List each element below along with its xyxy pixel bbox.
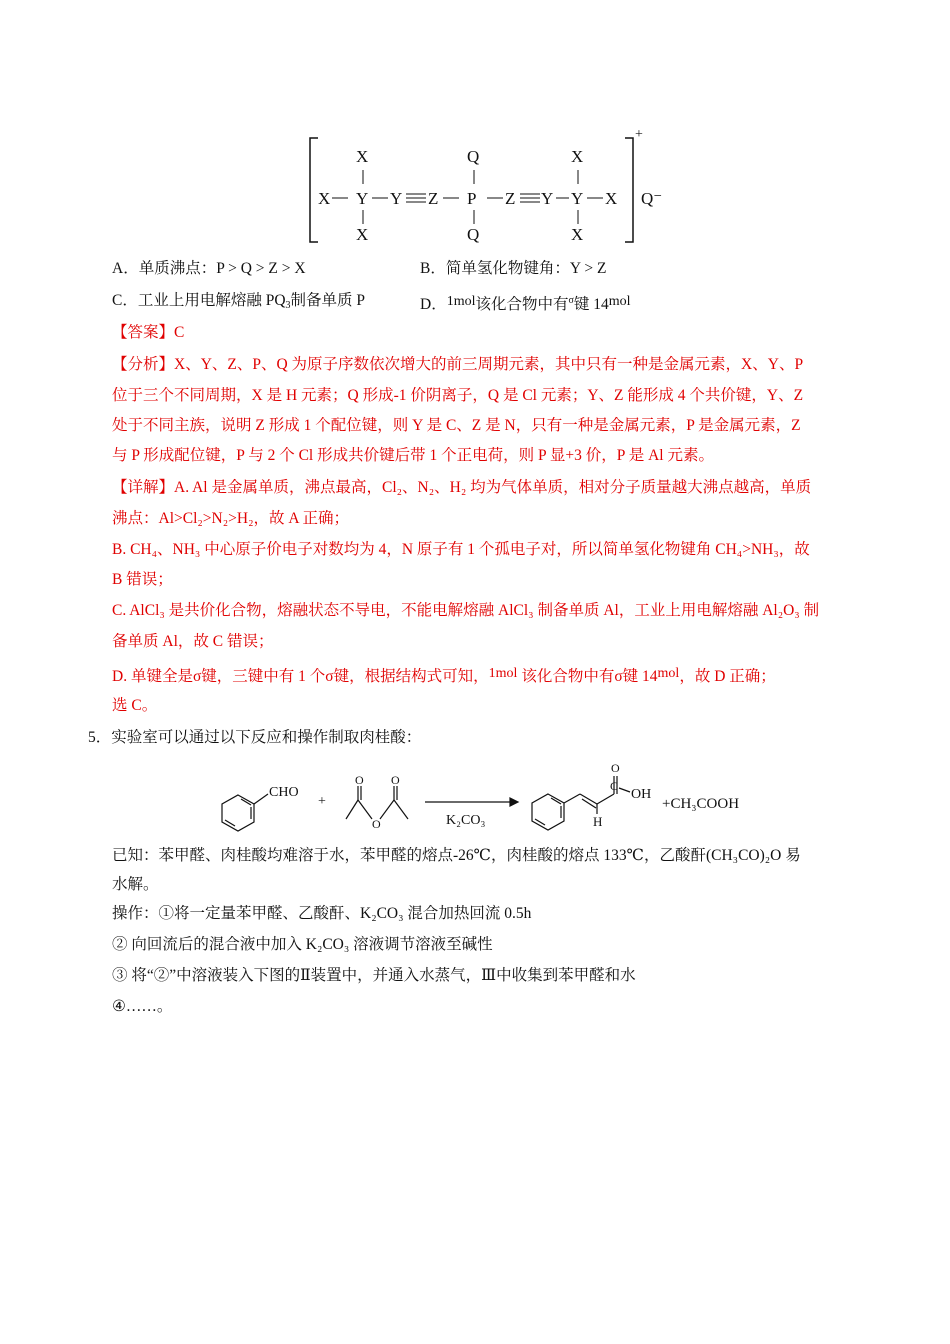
detail-a-line-1: 【详解】A. Al 是金属单质，沸点最高，Cl₂、N₂、H₂ 均为气体单质，相对分子质量越大沸点越高，单质 [112,479,812,496]
anhydride-o2: O [391,773,400,787]
known-line-2: 水解。 [112,876,159,893]
svg-text:Z: Z [428,189,439,208]
cho-label: CHO [269,785,299,800]
known-line-1: 已知：苯甲醛、肉桂酸均难溶于水，苯甲醛的熔点-26℃，肉桂酸的熔点 133℃，乙酸酐(CH₃CO)₂O 易 [112,847,801,864]
svg-text:X: X [605,189,618,208]
detail-d-line-1: D. 单键全是σ键，三键中有 1 个σ键，根据结构式可知，1mol 该化合物中有σ键 14mol，故 D 正确； [112,666,776,685]
catalyst-label: K₂CO₃ [446,813,486,828]
svg-text:Q: Q [467,147,480,166]
operation-4: ④……。 [112,998,173,1015]
answer-line: 【答案】C [112,324,185,341]
option-b: B．简单氢化物键角：Y > Z [420,260,607,277]
analysis-line-1: 【分析】X、Y、Z、P、Q 为原子序数依次增大的前三周期元素，其中只有一种是金属元素，X、Y、P [112,356,804,373]
detail-b-line-2: B 错误； [112,571,173,588]
plus-sign: + [318,794,326,809]
structural-formula [0,0,950,260]
operation-1: 操作：①将一定量苯甲醛、乙酸酐、K₂CO₃ 混合加热回流 0.5h [112,905,532,922]
detail-c-line-2: 备单质 Al，故 C 错误； [112,633,274,650]
operation-3: ③ 将“②”中溶液装入下图的Ⅱ装置中，并通入水蒸气，Ⅲ中收集到苯甲醛和水 [112,967,636,984]
svg-text:Z: Z [505,189,516,208]
carbonyl-o-label: O [611,761,620,775]
carbon-label: C [610,779,619,793]
svg-text:Q: Q [467,225,480,244]
h-label: H [593,814,603,829]
svg-text:Y: Y [390,189,403,208]
svg-text:Y: Y [541,189,554,208]
option-c: C．工业上用电解熔融 $PQ_3$制备单质 P D．1mol该化合物中有$^\sigma$键 14mol [112,292,631,313]
counter-ion-label: Q⁻ [641,189,663,208]
question-5-stem: 5．实验室可以通过以下反应和操作制取肉桂酸： [88,729,422,746]
svg-text:Y: Y [571,189,584,208]
detail-a-line-2: 沸点：Al>Cl₂>N₂>H₂，故 A 正确； [112,510,350,527]
charge-label: + [635,127,643,142]
analysis-line-3: 处于不同主族，说明 Z 形成 1 个配位键，则 Y 是 C、Z 是 N，只有一种是金属元素，P 是金属元素，Z [112,417,801,434]
detail-c-line-1: C. AlCl₃ 是共价化合物，熔融状态不导电，不能电解熔融 AlCl₃ 制备单质 Al，工业上用电解熔融 Al₂O₃ 制 [112,602,820,619]
svg-text:Y: Y [356,189,369,208]
reaction-scheme [0,752,950,842]
oh-label: OH [631,787,652,802]
detail-b-line-1: B. CH₄、NH₃ 中心原子价电子对数均为 4，N 原子有 1 个孤电子对，所以简单氢化物键角 CH₄>NH₃，故 [112,541,810,558]
option-a: A．单质沸点：P > Q > Z > X B．简单氢化物键角：Y > Z [112,260,607,277]
svg-text:X: X [571,147,584,166]
option-d: D．1mol该化合物中有$^\sigma$键 14mol [420,294,631,313]
analysis-line-2: 位于三个不同周期，X 是 H 元素；Q 形成-1 价阴离子，Q 是 Cl 元素；Y、Z 能形成 4 个共价键，Y、Z [112,387,804,404]
svg-text:X: X [571,225,584,244]
svg-text:X: X [356,147,369,166]
svg-text:X: X [318,189,331,208]
svg-text:X: X [356,225,369,244]
svg-text:P: P [467,189,477,208]
operation-2: ② 向回流后的混合液中加入 K₂CO₃ 溶液调节溶液至碱性 [112,936,493,953]
detail-d-line-2: 选 C。 [112,697,158,714]
analysis-line-4: 与 P 形成配位键，P 与 2 个 Cl 形成共价键后带 1 个正电荷，则 P 显+3 价，P 是 Al 元素。 [112,447,714,464]
byproduct-label: +CH₃COOH [662,796,740,812]
anhydride-o3: O [372,817,381,831]
anhydride-o1: O [355,773,364,787]
